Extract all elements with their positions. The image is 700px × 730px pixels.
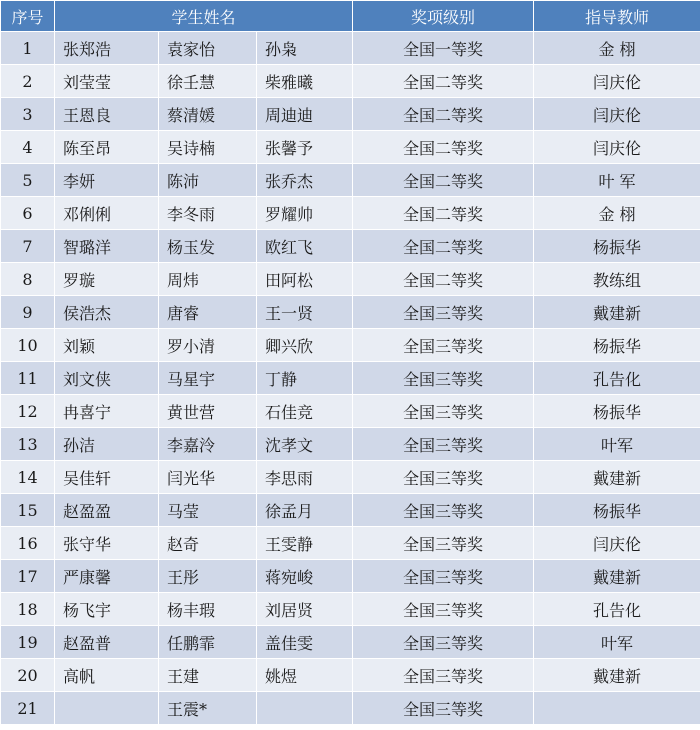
student-name: 王雯静 xyxy=(257,527,353,560)
student-name: 徐孟月 xyxy=(257,494,353,527)
table-row xyxy=(1,329,700,362)
row-number: 2 xyxy=(1,65,55,98)
instructor-name: 金 栩 xyxy=(534,197,700,230)
student-name: 柴雅曦 xyxy=(257,65,353,98)
student-name: 袁家怡 xyxy=(159,32,257,65)
student-name: 李思雨 xyxy=(257,461,353,494)
row-number: 16 xyxy=(1,527,55,560)
table-row xyxy=(1,560,700,593)
instructor-name: 孔告化 xyxy=(534,362,700,395)
award-level: 全国二等奖 xyxy=(353,131,534,164)
row-number: 21 xyxy=(1,692,55,725)
row-number: 15 xyxy=(1,494,55,527)
table-row xyxy=(1,494,700,527)
table-row xyxy=(1,263,700,296)
student-name: 欧红飞 xyxy=(257,230,353,263)
student-name: 刘颖 xyxy=(55,329,159,362)
student-name: 杨飞宇 xyxy=(55,593,159,626)
student-name: 沈孝文 xyxy=(257,428,353,461)
student-name: 赵奇 xyxy=(159,527,257,560)
student-name: 赵盈盈 xyxy=(55,494,159,527)
student-name: 王建 xyxy=(159,659,257,692)
instructor-name: 戴建新 xyxy=(534,296,700,329)
award-level: 全国三等奖 xyxy=(353,296,534,329)
table-row xyxy=(1,32,700,65)
student-name: 王震* xyxy=(159,692,257,725)
instructor-name: 戴建新 xyxy=(534,560,700,593)
row-number: 18 xyxy=(1,593,55,626)
student-name: 王一贤 xyxy=(257,296,353,329)
table-row xyxy=(1,626,700,659)
table-row xyxy=(1,65,700,98)
award-level: 全国二等奖 xyxy=(353,263,534,296)
table-row xyxy=(1,230,700,263)
header-students: 学生姓名 xyxy=(55,1,353,32)
student-name: 马莹 xyxy=(159,494,257,527)
table-row xyxy=(1,395,700,428)
row-number: 20 xyxy=(1,659,55,692)
student-name: 吴佳轩 xyxy=(55,461,159,494)
student-name: 刘居贤 xyxy=(257,593,353,626)
row-number: 3 xyxy=(1,98,55,131)
student-name: 高帆 xyxy=(55,659,159,692)
award-level: 全国三等奖 xyxy=(353,527,534,560)
student-name: 张守华 xyxy=(55,527,159,560)
table-row xyxy=(1,692,700,725)
student-name: 卿兴欣 xyxy=(257,329,353,362)
row-number: 11 xyxy=(1,362,55,395)
student-name: 黄世营 xyxy=(159,395,257,428)
student-name: 李妍 xyxy=(55,164,159,197)
instructor-name: 叶军 xyxy=(534,626,700,659)
student-name xyxy=(257,692,353,725)
table-row xyxy=(1,659,700,692)
student-name: 李嘉泠 xyxy=(159,428,257,461)
student-name: 石佳竞 xyxy=(257,395,353,428)
row-number: 13 xyxy=(1,428,55,461)
row-number: 8 xyxy=(1,263,55,296)
student-name: 陈沛 xyxy=(159,164,257,197)
row-number: 1 xyxy=(1,32,55,65)
table-row xyxy=(1,98,700,131)
instructor-name: 闫庆伦 xyxy=(534,131,700,164)
student-name: 智璐洋 xyxy=(55,230,159,263)
table-row xyxy=(1,461,700,494)
student-name: 刘文侠 xyxy=(55,362,159,395)
instructor-name: 闫庆伦 xyxy=(534,98,700,131)
award-level: 全国三等奖 xyxy=(353,329,534,362)
table-row xyxy=(1,593,700,626)
award-level: 全国三等奖 xyxy=(353,428,534,461)
row-number: 19 xyxy=(1,626,55,659)
student-name: 王彤 xyxy=(159,560,257,593)
row-number: 6 xyxy=(1,197,55,230)
instructor-name: 叶 军 xyxy=(534,164,700,197)
student-name: 田阿松 xyxy=(257,263,353,296)
student-name: 杨玉发 xyxy=(159,230,257,263)
header-no: 序号 xyxy=(1,1,55,32)
student-name: 闫光华 xyxy=(159,461,257,494)
award-level: 全国三等奖 xyxy=(353,692,534,725)
table-row xyxy=(1,131,700,164)
award-level: 全国三等奖 xyxy=(353,626,534,659)
header-award: 奖项级别 xyxy=(353,1,534,32)
table-header xyxy=(1,1,700,32)
instructor-name: 叶军 xyxy=(534,428,700,461)
student-name: 侯浩杰 xyxy=(55,296,159,329)
student-name: 徐壬慧 xyxy=(159,65,257,98)
instructor-name xyxy=(534,692,700,725)
student-name: 张馨予 xyxy=(257,131,353,164)
student-name: 罗璇 xyxy=(55,263,159,296)
student-name: 周迪迪 xyxy=(257,98,353,131)
student-name: 孙洁 xyxy=(55,428,159,461)
student-name: 王恩良 xyxy=(55,98,159,131)
award-level: 全国三等奖 xyxy=(353,362,534,395)
student-name: 周炜 xyxy=(159,263,257,296)
award-level: 全国三等奖 xyxy=(353,593,534,626)
row-number: 10 xyxy=(1,329,55,362)
instructor-name: 戴建新 xyxy=(534,659,700,692)
award-level: 全国三等奖 xyxy=(353,461,534,494)
student-name: 盖佳雯 xyxy=(257,626,353,659)
award-level: 全国二等奖 xyxy=(353,164,534,197)
student-name: 张郑浩 xyxy=(55,32,159,65)
student-name: 蔡清媛 xyxy=(159,98,257,131)
student-name: 李冬雨 xyxy=(159,197,257,230)
row-number: 17 xyxy=(1,560,55,593)
row-number: 9 xyxy=(1,296,55,329)
award-level: 全国三等奖 xyxy=(353,395,534,428)
table-row xyxy=(1,164,700,197)
instructor-name: 杨振华 xyxy=(534,395,700,428)
instructor-name: 杨振华 xyxy=(534,329,700,362)
student-name: 蒋宛峻 xyxy=(257,560,353,593)
student-name: 罗耀帅 xyxy=(257,197,353,230)
student-name xyxy=(55,692,159,725)
student-name: 姚煜 xyxy=(257,659,353,692)
row-number: 12 xyxy=(1,395,55,428)
student-name: 陈至昂 xyxy=(55,131,159,164)
student-name: 冉喜宁 xyxy=(55,395,159,428)
award-level: 全国三等奖 xyxy=(353,659,534,692)
award-level: 全国一等奖 xyxy=(353,32,534,65)
award-level: 全国三等奖 xyxy=(353,560,534,593)
student-name: 严康馨 xyxy=(55,560,159,593)
instructor-name: 杨振华 xyxy=(534,230,700,263)
table-row xyxy=(1,527,700,560)
award-level: 全国二等奖 xyxy=(353,197,534,230)
instructor-name: 金 栩 xyxy=(534,32,700,65)
header-row xyxy=(1,1,700,32)
row-number: 5 xyxy=(1,164,55,197)
instructor-name: 戴建新 xyxy=(534,461,700,494)
table-body xyxy=(1,32,700,725)
student-name: 赵盈普 xyxy=(55,626,159,659)
instructor-name: 闫庆伦 xyxy=(534,527,700,560)
instructor-name: 闫庆伦 xyxy=(534,65,700,98)
award-level: 全国二等奖 xyxy=(353,98,534,131)
student-name: 罗小清 xyxy=(159,329,257,362)
header-teacher: 指导教师 xyxy=(534,1,700,32)
student-name: 刘莹莹 xyxy=(55,65,159,98)
table-row xyxy=(1,197,700,230)
student-name: 丁静 xyxy=(257,362,353,395)
row-number: 7 xyxy=(1,230,55,263)
award-level: 全国二等奖 xyxy=(353,65,534,98)
row-number: 14 xyxy=(1,461,55,494)
table-row xyxy=(1,428,700,461)
instructor-name: 教练组 xyxy=(534,263,700,296)
table-row xyxy=(1,296,700,329)
award-level: 全国二等奖 xyxy=(353,230,534,263)
student-name: 马星宇 xyxy=(159,362,257,395)
student-name: 孙枭 xyxy=(257,32,353,65)
student-name: 张乔杰 xyxy=(257,164,353,197)
row-number: 4 xyxy=(1,131,55,164)
student-name: 杨丰瑕 xyxy=(159,593,257,626)
student-name: 任鹏霏 xyxy=(159,626,257,659)
instructor-name: 杨振华 xyxy=(534,494,700,527)
student-name: 吴诗楠 xyxy=(159,131,257,164)
student-name: 邓俐俐 xyxy=(55,197,159,230)
instructor-name: 孔告化 xyxy=(534,593,700,626)
award-level: 全国三等奖 xyxy=(353,494,534,527)
student-name: 唐睿 xyxy=(159,296,257,329)
table-row xyxy=(1,362,700,395)
